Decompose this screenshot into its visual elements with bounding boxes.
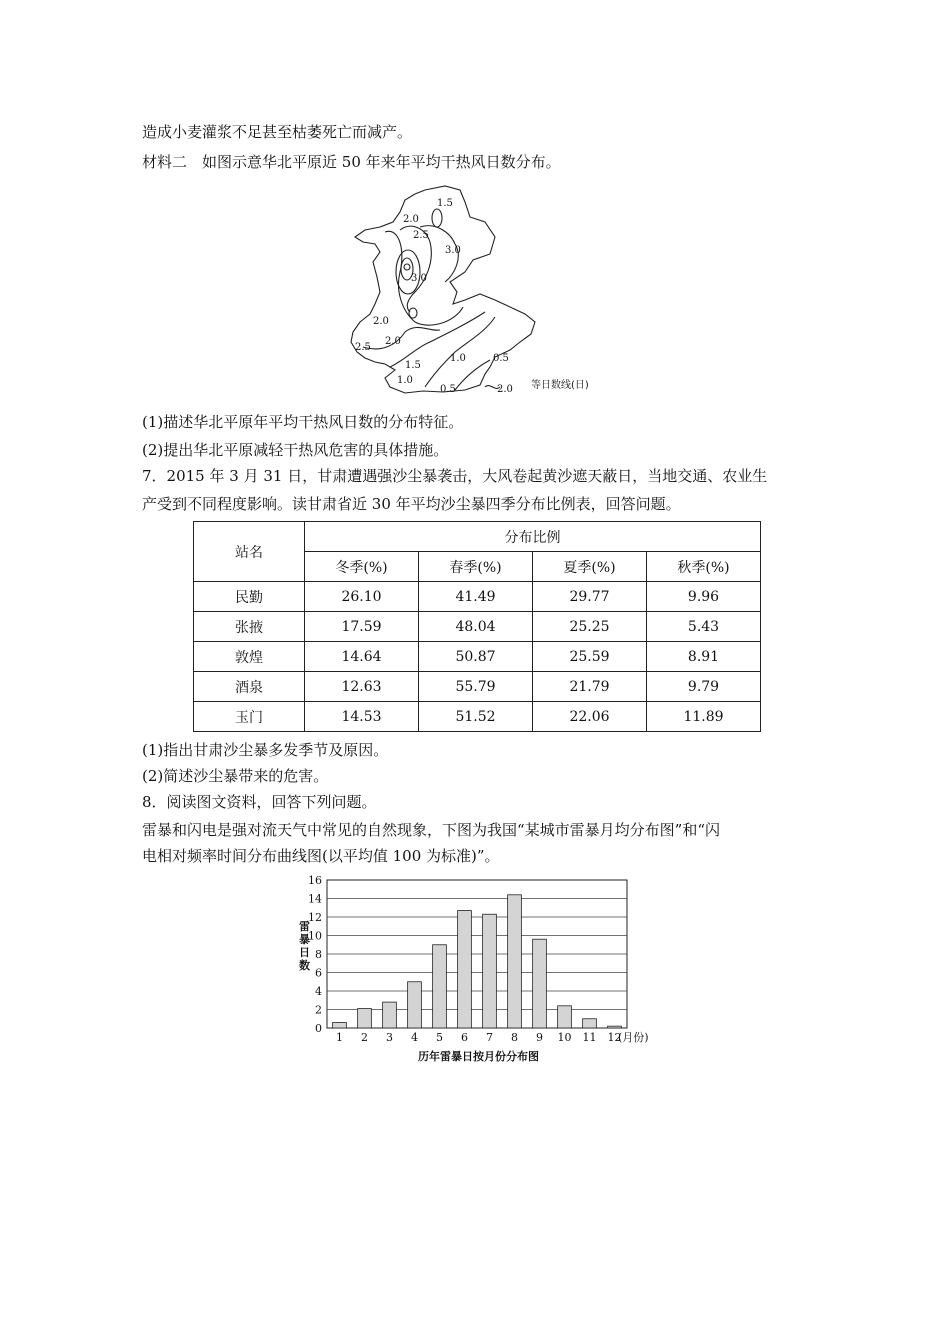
contour-line xyxy=(425,317,495,387)
table-cell: 29.77 xyxy=(533,582,647,612)
contour-line xyxy=(363,327,440,348)
season-header: 冬季(%) xyxy=(305,552,419,582)
table-cell: 26.10 xyxy=(305,582,419,612)
y-tick-label: 0 xyxy=(315,1022,322,1035)
season-header: 秋季(%) xyxy=(647,552,761,582)
table-cell: 25.25 xyxy=(533,612,647,642)
y-tick-label: 4 xyxy=(315,985,322,998)
table-cell: 25.59 xyxy=(533,642,647,672)
contour-label: 2.0 xyxy=(385,336,401,347)
contour-label: 1.5 xyxy=(405,360,421,371)
table-row xyxy=(194,612,761,642)
table-cell: 9.96 xyxy=(647,582,761,612)
sandstorm-season-table xyxy=(193,521,761,732)
table-cell: 5.43 xyxy=(647,612,761,642)
x-tick-label: 1 xyxy=(336,1031,343,1044)
table-row xyxy=(194,642,761,672)
bar xyxy=(583,1019,597,1028)
table-cell: 14.64 xyxy=(305,642,419,672)
x-tick-label: 3 xyxy=(386,1031,393,1044)
y-tick-label: 2 xyxy=(315,1003,322,1017)
bar xyxy=(608,1026,622,1028)
table-row xyxy=(194,672,761,702)
contour-line xyxy=(390,312,485,367)
x-axis-unit: (月份) xyxy=(618,1031,649,1044)
table-row xyxy=(194,582,761,612)
contour-label: 0.5 xyxy=(493,353,509,364)
table-row xyxy=(194,702,761,732)
question-7-2: (2)简述沙尘暴带来的危害。 xyxy=(142,767,329,785)
legend-label: 等日数线(日) xyxy=(531,380,589,391)
contour-label: 1.0 xyxy=(397,375,413,386)
contour-label: 1.0 xyxy=(450,353,466,364)
bar xyxy=(383,1002,397,1028)
chart-title: 历年雷暴日按月份分布图 xyxy=(418,1050,539,1063)
contour-label: 2.5 xyxy=(355,342,371,353)
y-tick-label: 6 xyxy=(315,966,322,980)
station-name: 敦煌 xyxy=(194,642,305,672)
distribution-header: 分布比例 xyxy=(305,522,761,552)
contour-ring xyxy=(404,264,410,270)
y-tick-label: 12 xyxy=(308,911,322,924)
bar xyxy=(358,1009,372,1028)
table-cell: 14.53 xyxy=(305,702,419,732)
y-tick-label: 16 xyxy=(308,874,322,887)
x-tick-label: 11 xyxy=(582,1031,597,1044)
season-header: 春季(%) xyxy=(419,552,533,582)
contour-ring xyxy=(432,209,442,227)
problem-8-line: 8．阅读图文资料，回答下列问题。 xyxy=(142,793,377,811)
question-2: (2)提出华北平原减轻干热风危害的具体措施。 xyxy=(142,441,449,459)
dry-hot-wind-contour-map xyxy=(345,182,615,402)
table-cell: 55.79 xyxy=(419,672,533,702)
contour-label: 0.5 xyxy=(440,384,456,395)
bar xyxy=(433,945,447,1028)
contour-ring xyxy=(409,308,417,318)
table-cell: 21.79 xyxy=(533,672,647,702)
problem-8-text-2: 电相对频率时间分布曲线图(以平均值 100 为标准)”。 xyxy=(142,847,500,865)
thunderstorm-monthly-bar-chart xyxy=(285,868,695,1068)
x-tick-label: 8 xyxy=(511,1031,518,1044)
x-tick-label: 6 xyxy=(461,1031,468,1044)
table-cell: 12.63 xyxy=(305,672,419,702)
table-cell: 50.87 xyxy=(419,642,533,672)
x-tick-label: 9 xyxy=(536,1031,543,1044)
bar xyxy=(558,1006,572,1028)
contour-label: 3.0 xyxy=(445,245,461,256)
bar xyxy=(333,1022,347,1028)
table-cell: 22.06 xyxy=(533,702,647,732)
x-tick-label: 12 xyxy=(607,1031,622,1044)
problem-7-line-2: 产受到不同程度影响。读甘肃省近 30 年平均沙尘暴四季分布比例表，回答问题。 xyxy=(142,495,681,513)
station-name: 玉门 xyxy=(194,702,305,732)
y-tick-label: 14 xyxy=(308,892,322,906)
legend-value: 2.0 xyxy=(497,384,513,395)
table-cell: 9.79 xyxy=(647,672,761,702)
station-header: 站名 xyxy=(194,522,305,582)
x-tick-label: 5 xyxy=(436,1031,443,1044)
bar xyxy=(483,914,497,1028)
station-name: 民勤 xyxy=(194,582,305,612)
table-cell: 17.59 xyxy=(305,612,419,642)
season-header: 夏季(%) xyxy=(533,552,647,582)
bar xyxy=(408,982,422,1028)
x-tick-label: 2 xyxy=(361,1031,368,1044)
bar xyxy=(508,895,522,1028)
table-cell: 48.04 xyxy=(419,612,533,642)
problem-7-line-1: 7．2015 年 3 月 31 日，甘肃遭遇强沙尘暴袭击，大风卷起黄沙遮天蔽日，当地交通、农业生 xyxy=(142,467,768,485)
text-line-1: 造成小麦灌浆不足甚至枯萎死亡而减产。 xyxy=(142,123,413,141)
table-cell: 11.89 xyxy=(647,702,761,732)
y-tick-label: 8 xyxy=(315,948,322,961)
y-tick-label: 10 xyxy=(308,929,322,943)
x-tick-label: 7 xyxy=(486,1031,493,1044)
station-name: 酒泉 xyxy=(194,672,305,702)
problem-8-text-1: 雷暴和闪电是强对流天气中常见的自然现象，下图为我国“某城市雷暴月均分布图”和“闪 xyxy=(142,821,721,839)
table-cell: 8.91 xyxy=(647,642,761,672)
table-cell: 51.52 xyxy=(419,702,533,732)
question-1: (1)描述华北平原年平均干热风日数的分布特征。 xyxy=(142,413,464,431)
contour-label: 1.5 xyxy=(437,198,453,209)
contour-label: 2.0 xyxy=(403,214,419,225)
bar xyxy=(533,939,547,1028)
contour-label: 3.0 xyxy=(411,273,427,284)
bar xyxy=(458,911,472,1028)
y-axis-label: 雷暴日数 xyxy=(299,920,310,972)
material-two-line: 材料二 如图示意华北平原近 50 年来年平均干热风日数分布。 xyxy=(142,153,561,171)
table-cell: 41.49 xyxy=(419,582,533,612)
station-name: 张掖 xyxy=(194,612,305,642)
contour-label: 2.5 xyxy=(413,230,429,241)
question-7-1: (1)指出甘肃沙尘暴多发季节及原因。 xyxy=(142,741,389,759)
contour-label: 2.0 xyxy=(373,316,389,327)
x-tick-label: 4 xyxy=(411,1031,418,1044)
x-tick-label: 10 xyxy=(557,1031,572,1044)
